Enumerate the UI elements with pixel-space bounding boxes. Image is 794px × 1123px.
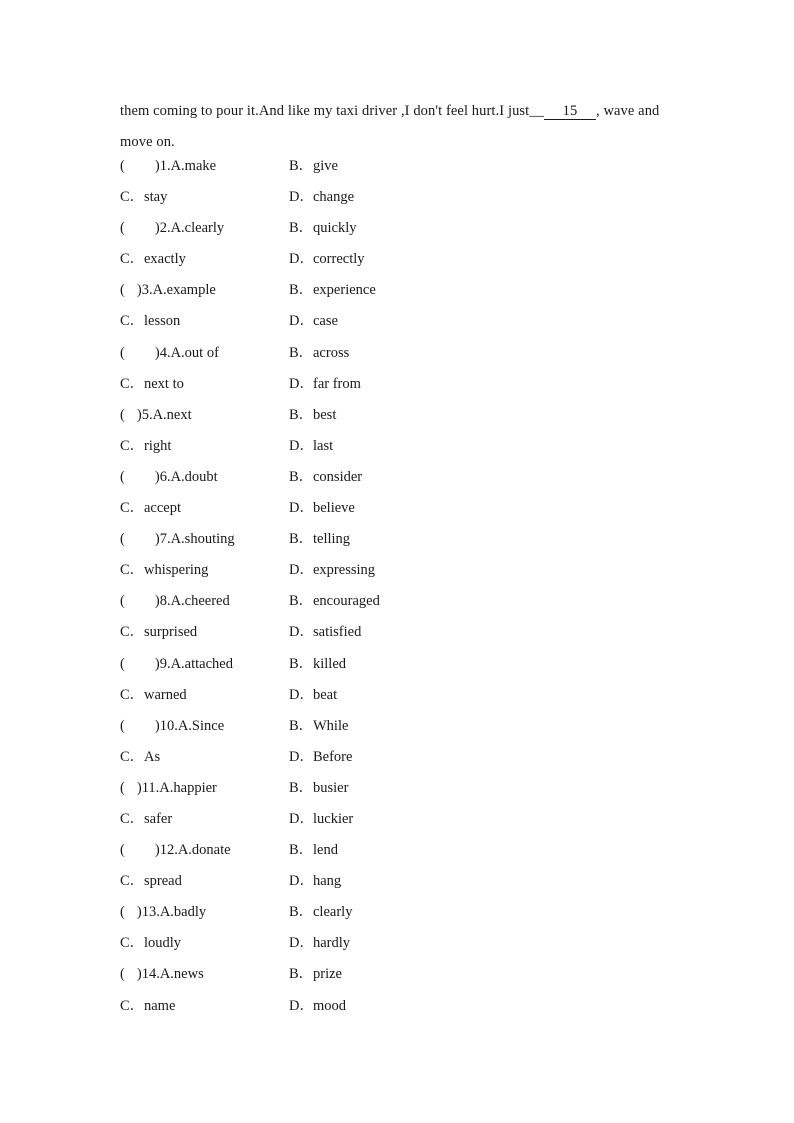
option-d-text: case xyxy=(313,313,338,330)
question-12-option-c xyxy=(120,866,182,897)
question-4-option-d xyxy=(289,369,361,400)
question-14-option-c xyxy=(120,991,175,1022)
option-c-text: accept xyxy=(144,500,182,517)
option-c-text: surprised xyxy=(144,624,198,641)
option-d-label: D． xyxy=(289,686,314,703)
option-c-label: C． xyxy=(120,500,145,517)
close-paren: ) xyxy=(136,779,142,796)
option-a-text: doubt xyxy=(184,468,218,485)
option-a-label: .A. xyxy=(148,282,167,299)
question-12-stem xyxy=(120,835,231,866)
option-c-text: loudly xyxy=(144,935,182,952)
answer-parentheses[interactable] xyxy=(120,524,160,555)
question-row-cd xyxy=(120,244,680,275)
question-row-ab xyxy=(120,959,680,990)
question-1-option-c xyxy=(120,182,167,213)
question-number: 1 xyxy=(159,158,167,174)
close-paren: ) xyxy=(136,406,142,423)
option-b-label: B． xyxy=(289,842,314,859)
close-paren: ) xyxy=(136,966,142,983)
open-paren: ( xyxy=(120,779,125,796)
option-d-label: D． xyxy=(289,251,314,268)
option-d-text: satisfied xyxy=(313,624,362,641)
question-row-ab xyxy=(120,151,680,182)
option-c-text: safer xyxy=(144,810,173,827)
question-3-option-c xyxy=(120,306,180,337)
option-d-text: change xyxy=(313,189,355,206)
passage-text xyxy=(120,96,680,158)
option-c-label: C． xyxy=(120,935,145,952)
close-paren: ) xyxy=(136,904,142,921)
question-9-option-d xyxy=(289,680,337,711)
question-13-option-b xyxy=(289,897,352,928)
question-7-stem xyxy=(120,524,235,555)
option-c-label: C． xyxy=(120,375,145,392)
option-a-label: .A. xyxy=(156,966,174,983)
option-a-text: cheered xyxy=(184,593,230,610)
open-paren: ( xyxy=(120,717,125,734)
question-number: 10 xyxy=(159,717,175,734)
passage-line-2: move on. xyxy=(120,134,175,150)
option-c-text: warned xyxy=(144,686,187,703)
answer-parentheses[interactable] xyxy=(120,213,160,244)
option-d-text: expressing xyxy=(313,562,376,579)
option-d-label: D． xyxy=(289,313,314,330)
option-c-label: C． xyxy=(120,189,145,206)
option-c-label: C． xyxy=(120,997,145,1014)
option-b-text: quickly xyxy=(313,220,357,237)
option-b-label: B． xyxy=(289,655,314,672)
question-1-option-b xyxy=(289,151,338,182)
question-3-stem xyxy=(120,275,216,306)
question-row-cd xyxy=(120,306,680,337)
close-paren: ) xyxy=(154,531,160,548)
option-a-label: .A. xyxy=(166,531,185,548)
option-b-text: across xyxy=(313,344,350,361)
option-b-text: busier xyxy=(313,779,349,796)
option-c-label: C． xyxy=(120,251,145,268)
option-b-label: B． xyxy=(289,966,314,983)
answer-parentheses[interactable] xyxy=(120,897,142,928)
question-4-stem xyxy=(120,338,219,369)
close-paren: ) xyxy=(154,158,160,174)
option-a-text: next xyxy=(166,406,192,423)
question-row-ab xyxy=(120,773,680,804)
answer-blank-15: 15 xyxy=(544,103,596,120)
option-d-text: correctly xyxy=(313,251,365,268)
answer-parentheses[interactable] xyxy=(120,959,142,990)
answer-parentheses[interactable] xyxy=(120,151,160,182)
option-b-text: telling xyxy=(313,531,351,548)
question-12-option-d xyxy=(289,866,341,897)
option-c-text: exactly xyxy=(144,251,186,268)
question-6-option-c xyxy=(120,493,181,524)
answer-parentheses[interactable] xyxy=(120,586,160,617)
question-number: 2 xyxy=(159,220,167,237)
question-9-stem xyxy=(120,649,233,680)
option-a-text: badly xyxy=(173,904,207,921)
question-number: 6 xyxy=(159,468,167,485)
question-11-option-d xyxy=(289,804,353,835)
answer-parentheses[interactable] xyxy=(120,275,142,306)
question-number: 12 xyxy=(159,842,175,859)
option-b-label: B． xyxy=(289,282,314,299)
option-d-text: mood xyxy=(313,997,347,1014)
option-b-text: prize xyxy=(313,966,342,983)
open-paren: ( xyxy=(120,966,125,983)
option-a-text: Since xyxy=(191,717,225,734)
question-number: 11 xyxy=(141,779,156,796)
option-c-text: stay xyxy=(144,189,168,206)
question-row-ab xyxy=(120,897,680,928)
question-row-ab xyxy=(120,835,680,866)
question-7-option-b xyxy=(289,524,350,555)
option-b-text: killed xyxy=(313,655,347,672)
question-6-option-b xyxy=(289,462,362,493)
option-c-label: C． xyxy=(120,437,145,454)
question-14-option-b xyxy=(289,959,342,990)
question-row-cd xyxy=(120,866,680,897)
question-9-option-c xyxy=(120,680,187,711)
option-a-text: make xyxy=(184,158,217,174)
close-paren: ) xyxy=(154,593,160,610)
answer-parentheses[interactable] xyxy=(120,649,160,680)
option-b-text: clearly xyxy=(313,904,353,921)
question-10-option-d xyxy=(289,742,352,773)
option-b-text: experience xyxy=(313,282,376,299)
option-d-text: Before xyxy=(313,748,353,765)
option-b-text: give xyxy=(313,158,338,174)
question-8-stem xyxy=(120,586,230,617)
question-14-stem xyxy=(120,959,204,990)
option-b-label: B． xyxy=(289,344,314,361)
option-d-text: luckier xyxy=(313,810,354,827)
open-paren: ( xyxy=(120,468,125,485)
question-2-option-c xyxy=(120,244,186,275)
option-a-label: .A. xyxy=(166,593,185,610)
question-row-ab xyxy=(120,338,680,369)
question-row-cd xyxy=(120,493,680,524)
option-b-text: consider xyxy=(313,468,363,485)
answer-parentheses[interactable] xyxy=(120,711,160,742)
option-b-label: B． xyxy=(289,220,314,237)
option-b-label: B． xyxy=(289,779,314,796)
question-number: 14 xyxy=(141,966,157,983)
question-11-option-b xyxy=(289,773,348,804)
option-c-text: right xyxy=(144,437,172,454)
question-row-cd xyxy=(120,680,680,711)
question-row-ab xyxy=(120,524,680,555)
option-a-label: .A. xyxy=(156,904,174,921)
question-13-option-c xyxy=(120,928,181,959)
question-5-stem xyxy=(120,400,192,431)
option-a-label: .A. xyxy=(166,220,185,237)
question-8-option-c xyxy=(120,617,197,648)
option-d-text: believe xyxy=(313,500,355,517)
close-paren: ) xyxy=(154,344,160,361)
close-paren: ) xyxy=(154,717,160,734)
option-a-text: news xyxy=(173,966,204,983)
question-5-option-d xyxy=(289,431,333,462)
question-5-option-c xyxy=(120,431,171,462)
question-13-stem xyxy=(120,897,206,928)
option-a-label: .A. xyxy=(166,468,185,485)
question-10-option-c xyxy=(120,742,160,773)
option-a-text: donate xyxy=(191,842,231,859)
question-10-stem xyxy=(120,711,224,742)
answer-parentheses[interactable] xyxy=(120,773,142,804)
question-number: 13 xyxy=(141,904,157,921)
option-a-label: .A. xyxy=(155,779,174,796)
close-paren: ) xyxy=(154,842,160,859)
option-d-label: D． xyxy=(289,375,314,392)
question-row-ab xyxy=(120,275,680,306)
question-options-list xyxy=(120,151,680,1022)
question-number: 7 xyxy=(159,531,167,548)
option-d-text: hang xyxy=(313,873,342,890)
option-a-text: happier xyxy=(173,779,217,796)
answer-parentheses[interactable] xyxy=(120,338,160,369)
option-a-label: .A. xyxy=(166,344,185,361)
question-number: 5 xyxy=(141,406,149,423)
option-d-label: D． xyxy=(289,748,314,765)
option-b-label: B． xyxy=(289,158,314,174)
question-8-option-b xyxy=(289,586,380,617)
question-1-option-d xyxy=(289,182,354,213)
open-paren: ( xyxy=(120,593,125,610)
question-row-cd xyxy=(120,431,680,462)
option-b-label: B． xyxy=(289,717,314,734)
option-c-label: C． xyxy=(120,810,145,827)
option-b-label: B． xyxy=(289,406,314,423)
option-c-text: whispering xyxy=(144,562,209,579)
option-c-label: C． xyxy=(120,873,145,890)
option-b-text: While xyxy=(313,717,349,734)
question-11-stem xyxy=(120,773,217,804)
option-c-label: C． xyxy=(120,686,145,703)
answer-parentheses[interactable] xyxy=(120,462,160,493)
open-paren: ( xyxy=(120,406,125,423)
question-3-option-b xyxy=(289,275,376,306)
question-1-stem xyxy=(120,151,216,182)
question-4-option-c xyxy=(120,369,184,400)
option-d-label: D． xyxy=(289,437,314,454)
question-row-cd xyxy=(120,555,680,586)
close-paren: ) xyxy=(154,655,160,672)
option-d-text: hardly xyxy=(313,935,351,952)
question-14-option-d xyxy=(289,991,346,1022)
option-c-label: C． xyxy=(120,748,145,765)
question-3-option-d xyxy=(289,306,338,337)
option-c-label: C． xyxy=(120,562,145,579)
question-row-cd xyxy=(120,617,680,648)
question-13-option-d xyxy=(289,928,350,959)
open-paren: ( xyxy=(120,842,125,859)
option-d-label: D． xyxy=(289,562,314,579)
option-c-text: next to xyxy=(144,375,184,392)
option-a-label: .A. xyxy=(174,842,192,859)
option-c-label: C． xyxy=(120,624,145,641)
question-row-cd xyxy=(120,928,680,959)
question-7-option-c xyxy=(120,555,208,586)
option-b-text: best xyxy=(313,406,337,423)
option-d-label: D． xyxy=(289,810,314,827)
question-2-option-d xyxy=(289,244,365,275)
question-row-cd xyxy=(120,804,680,835)
open-paren: ( xyxy=(120,344,125,361)
option-a-text: shouting xyxy=(184,531,235,548)
close-paren: ) xyxy=(136,282,142,299)
option-a-text: attached xyxy=(184,655,233,672)
option-a-label: .A. xyxy=(174,717,192,734)
option-b-label: B． xyxy=(289,904,314,921)
option-b-text: lend xyxy=(313,842,338,859)
option-c-text: spread xyxy=(144,873,182,890)
option-b-label: B． xyxy=(289,468,314,485)
question-row-cd xyxy=(120,182,680,213)
option-b-label: B． xyxy=(289,531,314,548)
close-paren: ) xyxy=(154,220,160,237)
open-paren: ( xyxy=(120,904,125,921)
option-a-text: clearly xyxy=(184,220,225,237)
option-a-label: .A. xyxy=(166,655,185,672)
option-c-text: As xyxy=(144,748,161,765)
option-b-label: B． xyxy=(289,593,314,610)
option-c-text: lesson xyxy=(144,313,181,330)
option-a-label: .A. xyxy=(166,158,185,174)
open-paren: ( xyxy=(120,220,125,237)
question-row-cd xyxy=(120,369,680,400)
question-4-option-b xyxy=(289,338,349,369)
answer-parentheses[interactable] xyxy=(120,835,160,866)
question-number: 8 xyxy=(159,593,167,610)
question-number: 9 xyxy=(159,655,167,672)
close-paren: ) xyxy=(154,468,160,485)
option-c-label: C． xyxy=(120,313,145,330)
option-d-text: beat xyxy=(313,686,338,703)
question-number: 4 xyxy=(159,344,167,361)
option-d-label: D． xyxy=(289,997,314,1014)
open-paren: ( xyxy=(120,282,125,299)
option-a-text: out of xyxy=(184,344,219,361)
option-d-text: far from xyxy=(313,375,361,392)
open-paren: ( xyxy=(120,655,125,672)
question-10-option-b xyxy=(289,711,348,742)
passage-line-1 xyxy=(120,96,680,127)
question-number: 3 xyxy=(141,282,149,299)
question-5-option-b xyxy=(289,400,336,431)
question-12-option-b xyxy=(289,835,338,866)
option-d-label: D． xyxy=(289,624,314,641)
option-b-text: encouraged xyxy=(313,593,380,610)
question-6-option-d xyxy=(289,493,355,524)
option-d-label: D． xyxy=(289,873,314,890)
option-d-text: last xyxy=(313,437,334,454)
question-11-option-c xyxy=(120,804,172,835)
question-row-ab xyxy=(120,711,680,742)
question-row-cd xyxy=(120,742,680,773)
question-7-option-d xyxy=(289,555,375,586)
question-2-stem xyxy=(120,213,224,244)
question-9-option-b xyxy=(289,649,346,680)
question-row-ab xyxy=(120,586,680,617)
question-row-ab xyxy=(120,400,680,431)
open-paren: ( xyxy=(120,531,125,548)
open-paren: ( xyxy=(120,158,125,174)
passage-text-after-blank: , wave and xyxy=(596,103,660,119)
question-8-option-d xyxy=(289,617,361,648)
question-row-cd xyxy=(120,991,680,1022)
option-d-label: D． xyxy=(289,189,314,206)
option-a-label: .A. xyxy=(148,406,167,423)
question-6-stem xyxy=(120,462,218,493)
question-row-ab xyxy=(120,649,680,680)
question-row-ab xyxy=(120,213,680,244)
question-2-option-b xyxy=(289,213,357,244)
question-row-ab xyxy=(120,462,680,493)
option-d-label: D． xyxy=(289,500,314,517)
blank-prefix: __ xyxy=(529,103,544,119)
option-c-text: name xyxy=(144,997,176,1014)
passage-text-before-blank: them coming to pour it.And like my taxi driver ,I don't feel hurt.I just xyxy=(120,103,530,119)
option-a-text: example xyxy=(166,282,216,299)
answer-parentheses[interactable] xyxy=(120,400,142,431)
option-d-label: D． xyxy=(289,935,314,952)
